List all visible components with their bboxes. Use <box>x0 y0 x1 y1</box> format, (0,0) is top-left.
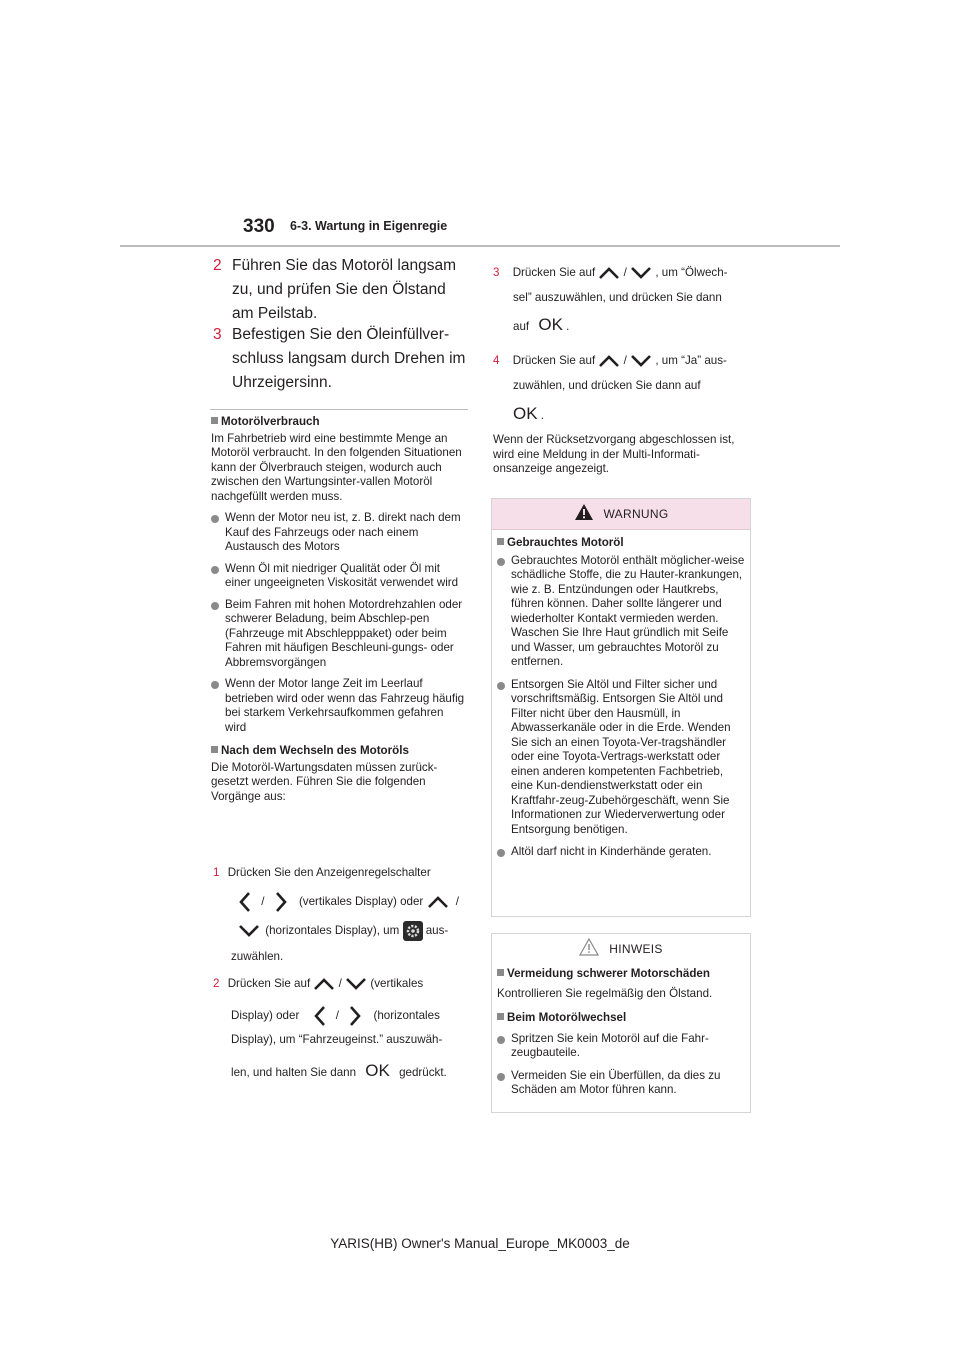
step-2-line-4: len, und halten Sie dann OK gedrückt. <box>231 1061 447 1080</box>
notice-heading: Beim Motorölwechsel <box>497 1011 746 1026</box>
step-number: 3 <box>213 326 222 343</box>
list-item: Gebrauchtes Motoröl enthält möglicher-weise schädliche Stoffe, die zu Hauter-krankungen, wie z. B. Entzündungen oder Hautkrebs, führen können. Daher sollte längerer und wiederholter Kontakt vermieden werden. Waschen Sie Ihre Haut gründlich mit Seife und Wasser, um gebrauchtes Motoröl zu entfernen. <box>497 554 746 670</box>
dot-bullet-icon <box>497 682 505 690</box>
page-number: 330 <box>243 216 275 237</box>
warning-box <box>491 498 751 917</box>
step-text: Befestigen Sie den Öleinfüllver-schluss langsam durch Drehen im Uhrzeigersinn. <box>232 326 466 391</box>
dot-bullet-icon <box>211 602 219 610</box>
header-rule <box>120 245 840 247</box>
list-item: Altöl darf nicht in Kinderhände geraten. <box>497 845 746 860</box>
notice-header: HINWEIS <box>492 934 750 964</box>
chevron-up-icon <box>598 354 620 368</box>
list-item: Wenn Öl mit niedriger Qualität oder Öl mit einer ungeeigneten Viskosität verwendet wird <box>211 562 467 591</box>
list-item: Entsorgen Sie Altöl und Filter sicher und vorschriftsmäßig. Entsorgen Sie Altöl und Filter nicht über den Hausmüll, in Abwasserkanäle oder in die Erde. Wenden Sie sich an einen Toyota-Ver-tragshändler oder eine Toyota-Vertrags-werkstatt oder einen anderen kompetenten Fachbetrieb, eine Kun-dendienstwerkstatt oder ein Kraftfahr-zeug-Zubehörgeschäft, wenn Sie Informationen zur Wiederverwertung oder Entsorgung benötigen. <box>497 678 746 838</box>
chevron-up-icon <box>598 266 620 280</box>
settings-gear-icon <box>403 921 423 941</box>
dot-bullet-icon <box>211 681 219 689</box>
divider <box>210 409 468 410</box>
list-item: Beim Fahren mit hohen Motordrehzahlen oder schwerer Beladung, beim Abschlep-pen (Fahrzeuge mit Abschlepppaket) oder beim Fahren mit häufigen Beschleuni-gungs- oder Abbremsvorgängen <box>211 598 467 671</box>
step-3-large <box>213 323 469 395</box>
section-heading: Motorölverbrauch <box>211 415 467 430</box>
chevron-right-icon <box>274 891 288 913</box>
dot-bullet-icon <box>497 1036 505 1044</box>
footer-text: YARIS(HB) Owner's Manual_Europe_MK0003_de <box>330 1236 630 1251</box>
section-heading: Nach dem Wechseln des Motoröls <box>211 744 467 759</box>
step-1-line-4: zuwählen. <box>231 950 284 963</box>
square-bullet-icon <box>497 969 504 976</box>
chevron-up-icon <box>313 977 335 991</box>
notice-text: Kontrollieren Sie regelmäßig den Ölstand. <box>497 986 713 1000</box>
warning-triangle-icon <box>574 503 594 521</box>
chevron-up-icon <box>427 895 449 909</box>
step-number: 2 <box>213 257 222 274</box>
dot-bullet-icon <box>211 566 219 574</box>
square-bullet-icon <box>211 746 218 753</box>
chevron-down-icon <box>630 266 652 280</box>
step-3-line-1: 3 Drücken Sie auf / , um “Ölwech- <box>493 266 728 280</box>
step-1-line-2: / (vertikales Display) oder / <box>238 891 459 913</box>
oil-consumption-section <box>211 415 467 804</box>
notice-box <box>491 933 751 1113</box>
list-item: Wenn der Motor neu ist, z. B. direkt nach dem Kauf des Fahrzeugs oder nach einem Austausch des Motors <box>211 511 467 555</box>
step-3-line-3: auf OK . <box>513 315 570 334</box>
chevron-left-icon <box>313 1005 327 1027</box>
step-2-large <box>213 254 469 326</box>
chevron-left-icon <box>238 891 252 913</box>
dot-bullet-icon <box>497 849 505 857</box>
step-4-line-2: zuwählen, und drücken Sie dann auf <box>513 379 701 392</box>
list-item: Vermeiden Sie ein Überfüllen, da dies zu Schäden am Motor führen kann. <box>497 1069 746 1098</box>
ok-icon: OK <box>513 404 538 423</box>
dot-bullet-icon <box>497 1073 505 1081</box>
step-4-line-3: OK . <box>513 404 545 423</box>
step-2-line-3: Display), um “Fahrzeugeinst.” auszuwäh- <box>231 1033 443 1046</box>
caution-triangle-icon <box>579 938 599 956</box>
step-3-line-2: sel” auszuwählen, und drücken Sie dann <box>513 291 722 304</box>
list-item: Wenn der Motor lange Zeit im Leerlauf betrieben wird oder wenn das Fahrzeug häufig bei starkem Verkehrsaufkommen gefahren wird <box>211 677 467 735</box>
dot-bullet-icon <box>497 558 505 566</box>
reset-note: Wenn der Rücksetzvorgang abgeschlossen ist, wird eine Meldung in der Multi-Informati-onsanzeige angezeigt. <box>493 433 735 475</box>
list-item: Spritzen Sie kein Motoröl auf die Fahr-zeugbauteile. <box>497 1032 746 1061</box>
ok-icon: OK <box>365 1061 390 1080</box>
section-intro: Im Fahrbetrieb wird eine bestimmte Menge an Motoröl verbraucht. In den folgenden Situationen kann der Ölverbrauch steigen, wodurch auch zwischen den Wartungsinter-vallen Motoröl nachgefüllt werden muss. <box>211 431 462 503</box>
step-1-line-3: (horizontales Display), um aus- <box>238 921 448 941</box>
section-intro: Die Motoröl-Wartungsdaten müssen zurück-gesetzt werden. Führen Sie die folgenden Vorgänge aus: <box>211 760 438 803</box>
step-4-line-1: 4 Drücken Sie auf / , um “Ja” aus- <box>493 354 727 368</box>
square-bullet-icon <box>497 538 504 545</box>
dot-bullet-icon <box>211 515 219 523</box>
step-text: Führen Sie das Motoröl langsam zu, und prüfen Sie den Ölstand am Peilstab. <box>232 257 457 322</box>
square-bullet-icon <box>211 417 218 424</box>
step-1-line-1: 1 Drücken Sie den Anzeigenregelschalter <box>213 866 431 879</box>
chevron-down-icon <box>238 924 260 938</box>
chevron-down-icon <box>345 977 367 991</box>
step-2-line-1: 2 Drücken Sie auf / (vertikales <box>213 977 424 991</box>
chevron-down-icon <box>630 354 652 368</box>
square-bullet-icon <box>497 1013 504 1020</box>
warning-header: WARNUNG <box>492 499 750 530</box>
ok-icon: OK <box>538 315 563 334</box>
chevron-right-icon <box>348 1005 362 1027</box>
notice-heading: Vermeidung schwerer Motorschäden <box>497 967 746 982</box>
section-title: 6-3. Wartung in Eigenregie <box>290 219 448 233</box>
step-2-line-2: Display) oder / (horizontales <box>231 1005 440 1027</box>
warning-heading: Gebrauchtes Motoröl <box>497 536 746 551</box>
